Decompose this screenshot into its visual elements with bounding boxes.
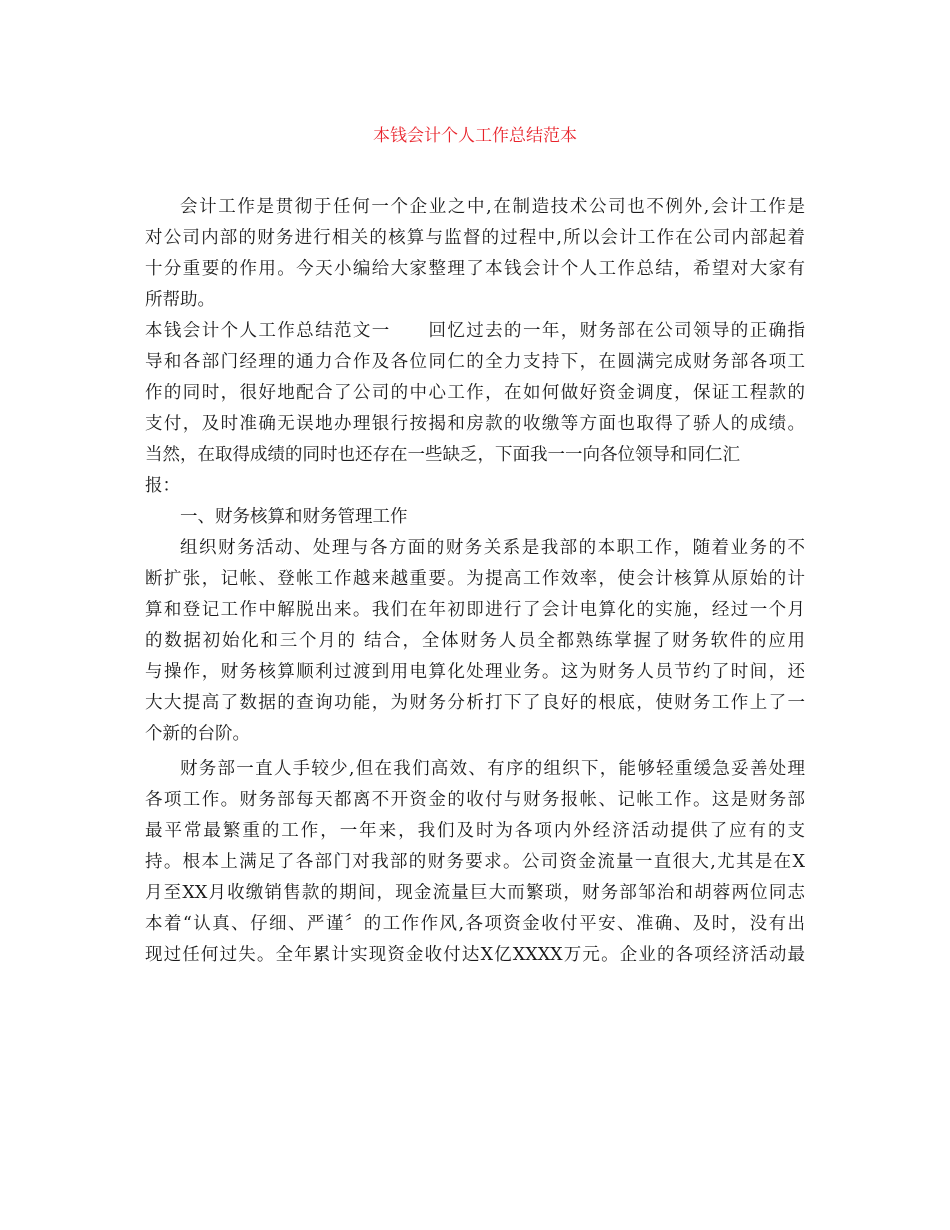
paragraph-line: 与操作，财务核算顺利过渡到用电算化处理业务。这为财务人员节约了时间，还 — [145, 662, 805, 682]
paragraph-line: 作的同时，很好地配合了公司的中心工作，在如何做好资金调度，保证工程款的 — [145, 383, 805, 403]
paragraph-line: 对公司内部的财务进行相关的核算与监督的过程中,所以会计工作在公司内部起着 — [145, 228, 805, 248]
paragraph-line: 当然，在取得成绩的同时也还存在一些缺乏，下面我一一向各位领导和同仁汇 — [145, 445, 740, 465]
paragraph-line: 各项工作。财务部每天都离不开资金的收付与财务报帐、记帐工作。这是财务部 — [145, 790, 805, 810]
paragraph-line: 现过任何过失。全年累计实现资金收付达X亿XXXX万元。企业的各项经济活动最 — [145, 945, 805, 965]
paragraph-line: 报： — [145, 476, 180, 496]
paragraph-line: 最平常最繁重的工作，一年来，我们及时为各项内外经济活动提供了应有的支 — [145, 821, 805, 841]
document-title: 本钱会计个人工作总结范本 — [373, 126, 577, 146]
paragraph-line: 的数据初始化和三个月的 结合，全体财务人员全都熟练掌握了财务软件的应用 — [145, 631, 805, 651]
paragraph-line: 月至XX月收缴销售款的期间，现金流量巨大而繁琐，财务部邹治和胡蓉两位同志 — [145, 883, 805, 903]
paragraph-line: 大大提高了数据的查询功能，为财务分析打下了良好的根底，使财务工作上了一 — [145, 693, 805, 713]
paragraph-line: 导和各部门经理的通力合作及各位同仁的全力支持下，在圆满完成财务部各项工 — [145, 352, 805, 372]
document-body — [145, 192, 805, 971]
paragraph-line: 持。根本上满足了各部门对我部的财务要求。公司资金流量一直很大,尤其是在X — [145, 852, 805, 872]
paragraph-line: 支付，及时准确无误地办理银行按揭和房款的收缴等方面也取得了骄人的成绩。 — [145, 414, 805, 434]
paragraph-line: 本钱会计个人工作总结范文一 回忆过去的一年，财务部在公司领导的正确指 — [145, 321, 805, 341]
paragraph-line: 会计工作是贯彻于任何一个企业之中,在制造技术公司也不例外,会计工作是 — [180, 197, 805, 217]
paragraph-line: 组织财务活动、处理与各方面的财务关系是我部的本职工作，随着业务的不 — [180, 538, 805, 558]
section-heading: 一、财务核算和财务管理工作 — [180, 507, 408, 527]
paragraph-line: 十分重要的作用。今天小编给大家整理了本钱会计个人工作总结，希望对大家有 — [145, 259, 805, 279]
paragraph-line: 本着“认真、仔细、严谨〞的工作作风,各项资金收付平安、准确、及时，没有出 — [145, 914, 805, 934]
paragraph-line: 断扩张，记帐、登帐工作越来越重要。为提高工作效率，使会计核算从原始的计 — [145, 569, 805, 589]
paragraph-line: 算和登记工作中解脱出来。我们在年初即进行了会计电算化的实施，经过一个月 — [145, 600, 805, 620]
paragraph-line: 所帮助。 — [145, 290, 215, 310]
paragraph-line: 个新的台阶。 — [145, 724, 250, 744]
paragraph-line: 财务部一直人手较少,但在我们高效、有序的组织下，能够轻重缓急妥善处理 — [180, 759, 805, 779]
